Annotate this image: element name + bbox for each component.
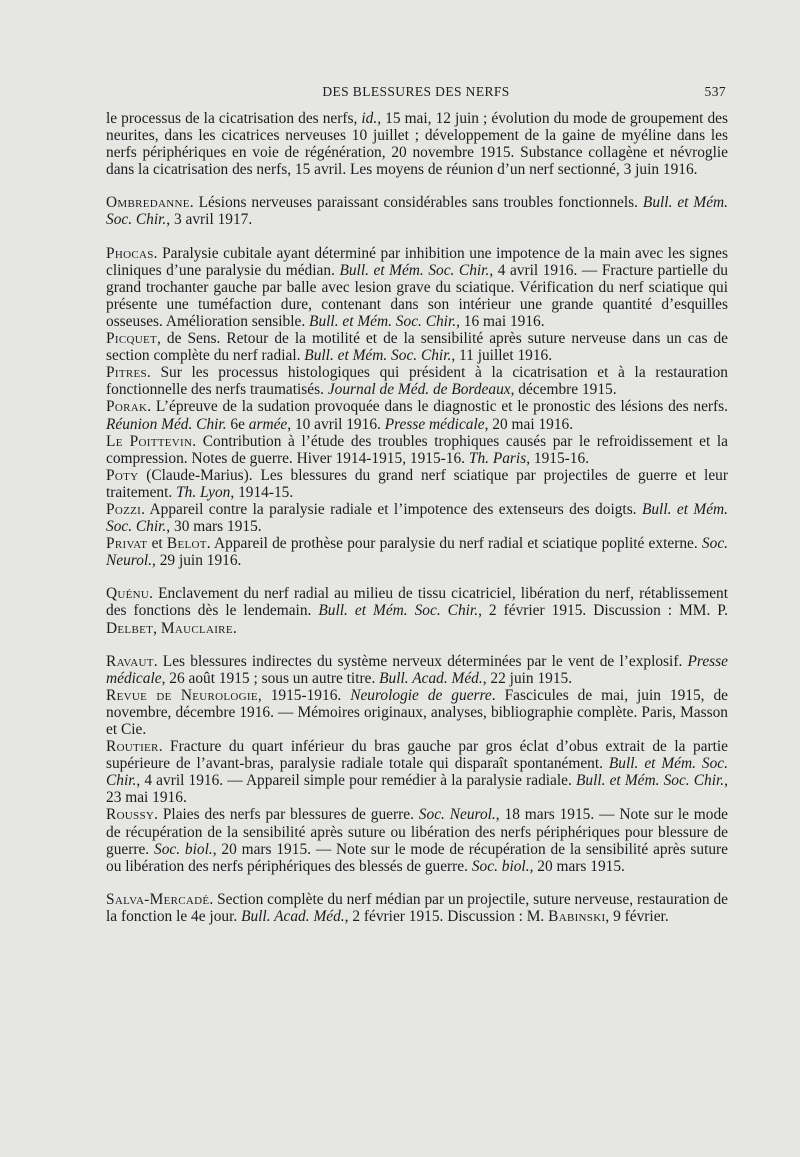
- entry-text: .: [232, 619, 237, 637]
- bibliography-entry: [106, 738, 728, 806]
- entry-text: , 26 août 1915 ; sous un autre titre.: [161, 669, 380, 687]
- entry-citation-italic: Bull. et Mém. Soc. Chir.: [339, 261, 490, 279]
- entry-citation-italic: id.: [361, 110, 378, 127]
- entry-citation-italic: Soc. biol.: [154, 840, 213, 858]
- entry-text: , 30 mars 1915.: [166, 518, 262, 536]
- entry-author: Poty: [106, 466, 139, 484]
- entry-text: . Les blessures indirectes du système nerveux déterminées par le vent de l’explosif.: [153, 652, 688, 670]
- bibliography-entry: [106, 535, 728, 569]
- bibliography-entry: [106, 585, 728, 636]
- bibliography-list: [106, 110, 728, 925]
- entry-author: Porak: [106, 398, 148, 416]
- entry-citation-italic: Bull. et Mém. Soc. Chir.: [318, 602, 479, 620]
- entry-text: , 18 mars 1915. — Note sur le mode de récupération de la sensibilité après suture ou libération des nerfs périphériques pour blessure de guerre.: [106, 806, 728, 858]
- entry-text: , 9 février.: [605, 907, 669, 925]
- bibliography-entry: [106, 501, 728, 535]
- entry-author: Salva-Mercadé: [106, 890, 210, 908]
- entry-text: , 15 mai, 12 juin ; évolution du mode de groupement des neurites, dans les cicatrices nerveuses 10 juillet ; développement de la gaine de myéline dans les nerfs périphériques en voie de régénération, 20 novembre 1915. Substance collagène et névroglie dans la cicatrisation des nerfs, 15 avril. Les moyens de réunion d’un nerf sectionné, 3 juin 1916.: [106, 110, 728, 179]
- bibliography-entry: [106, 194, 728, 228]
- entry-text: . L’épreuve de la sudation provoquée dans le diagnostic et le pronostic des lésions des nerfs.: [147, 398, 728, 416]
- entry-text: et: [147, 535, 167, 553]
- entry-text: , 16 mai 1916.: [456, 312, 545, 330]
- entry-citation-italic: Journal de Méd. de Bordeaux: [327, 381, 511, 399]
- bibliography-entry: [106, 433, 728, 467]
- entry-text: . Fracture du quart inférieur du bras gauche par gros éclat d’obus extrait de la partie supérieure de l’avant-bras, paralysie radiale totale qui disparaît spontanément.: [106, 738, 728, 773]
- entry-text: . Lésions nerveuses paraissant considérables sans troubles fonctionnels.: [189, 194, 643, 212]
- entry-citation-italic: Bull. et Mém. Soc. Chir.: [106, 500, 728, 536]
- entry-text: , 20 mars 1915. — Note sur le mode de récupération de la sensibilité après suture ou libération des nerfs périphériques des blessés de guerre.: [106, 840, 729, 875]
- entry-citation-italic: Bull. Acad. Méd.: [379, 669, 483, 687]
- entry-author: Picquet: [106, 330, 157, 348]
- entry-text: 6e: [226, 415, 249, 433]
- entry-citation-italic: Presse médicale: [384, 415, 485, 433]
- entry-text: , 20 mars 1915.: [529, 857, 625, 875]
- entry-text: . Section complète du nerf médian par un projectile, suture nerveuse, restauration de la fonction le 4e jour.: [106, 890, 728, 925]
- bibliography-entry: [106, 398, 728, 432]
- entry-text: . Paralysie cubitale ayant déterminé par inhibition une impotence de la main avec les signes cliniques d’une paralysie du médian.: [106, 244, 728, 279]
- entry-text: , 22 juin 1915.: [482, 669, 573, 687]
- entry-citation-italic: armée: [248, 415, 288, 433]
- entry-text: , de Sens. Retour de la motilité et de la sensibilité après suture nerveuse dans un cas de section complète du nerf radial.: [106, 330, 728, 365]
- entry-citation-italic: Bull. et Mém. Soc. Chir.: [106, 194, 728, 229]
- entry-text: , 2 février 1915. Discussion : M.: [344, 907, 549, 925]
- page-number: 537: [704, 84, 726, 99]
- entry-author: Routier: [106, 738, 159, 756]
- entry-citation-italic: Th. Lyon: [176, 483, 231, 501]
- running-header: [106, 84, 726, 104]
- entry-text: . Appareil de prothèse pour paralysie du nerf radial et sciatique poplité externe.: [206, 535, 702, 553]
- entry-text: ,: [153, 619, 161, 637]
- entry-text: , 1915-1916.: [257, 686, 351, 704]
- bibliography-entry: [106, 891, 728, 925]
- entry-text: , 11 juillet 1916.: [451, 347, 553, 365]
- entry-citation-italic: Bull. Acad. Méd.: [241, 907, 345, 925]
- entry-text: . Plaies des nerfs par blessures de guerre.: [154, 806, 419, 824]
- bibliography-entry: [106, 110, 728, 178]
- entry-citation-italic: Bull. et Mém. Soc. Chir.: [309, 312, 457, 330]
- entry-citation-italic: Bull. et Mém. Soc. Chir.: [575, 772, 725, 790]
- entry-text: , 1914-15.: [230, 483, 294, 501]
- entry-text: , 20 mai 1916.: [484, 415, 574, 433]
- entry-text: , 23 mai 1916.: [106, 772, 729, 807]
- entry-citation-italic: Bull. et Mém. Soc. Chir.: [106, 755, 728, 790]
- entry-citation-italic: Réunion Méd. Chir.: [106, 415, 227, 433]
- bibliography-entry: [106, 330, 728, 364]
- entry-text: , 29 juin 1916.: [152, 552, 242, 570]
- entry-author: Quénu: [106, 585, 150, 603]
- bibliography-entry: [106, 806, 728, 874]
- entry-author: Pitres: [106, 364, 147, 382]
- entry-citation-italic: Soc. Neurol.: [418, 806, 496, 824]
- entry-text: , décembre 1915.: [510, 381, 617, 399]
- entry-author: Le Poittevin: [106, 432, 193, 450]
- entry-name: Belot: [166, 535, 207, 553]
- bibliography-entry: [106, 653, 728, 687]
- entry-text: . Enclavement du nerf radial au milieu de tissu cicatriciel, libération du nerf, rétablissement des fonctions dès le lendemain.: [106, 585, 728, 620]
- entry-text: . Contribution à l’étude des troubles trophiques causés par le refroidissement et la compression. Notes de guerre. Hiver 1914-1915, 1915-16.: [106, 432, 728, 467]
- entry-text: , 2 février 1915. Discussion : MM. P.: [478, 602, 729, 620]
- entry-text: , 3 avril 1917.: [166, 211, 253, 229]
- entry-citation-italic: Presse médicale: [106, 652, 728, 687]
- entry-name: Delbet: [106, 619, 154, 637]
- entry-name: Mauclaire: [160, 619, 233, 637]
- entry-name: Babinski: [548, 907, 606, 925]
- entry-citation-italic: Bull. et Mém. Soc. Chir.: [304, 347, 452, 365]
- bibliography-entry: [106, 687, 728, 738]
- entry-text: , 4 avril 1916. — Appareil simple pour remédier à la paralysie radiale.: [136, 772, 576, 790]
- entry-author: Phocas: [106, 244, 154, 262]
- entry-text: (Claude-Marius). Les blessures du grand nerf sciatique par projectiles de guerre et leur traitement.: [106, 466, 728, 501]
- entry-author: Ravaut: [106, 652, 154, 670]
- entry-citation-italic: Th. Paris: [468, 449, 527, 467]
- entry-text: , 1915-16.: [526, 449, 590, 467]
- entry-text: , 10 avril 1916.: [287, 415, 385, 433]
- entry-text: le processus de la cicatrisation des nerfs,: [106, 110, 362, 127]
- bibliography-entry: [106, 364, 728, 398]
- entry-text: . Fascicules de mai, juin 1915, de novembre, décembre 1916. — Mémoires originaux, analyses, bibliographie complète. Paris, Masson et Cie.: [106, 686, 728, 738]
- entry-citation-italic: Soc. biol.: [471, 857, 530, 875]
- running-title: DES BLESSURES DES NERFS: [322, 84, 510, 99]
- entry-citation-italic: Soc. Neurol.: [106, 535, 728, 570]
- entry-author: Revue de Neurologie: [106, 686, 258, 704]
- entry-author: Pozzi: [106, 500, 142, 518]
- entry-text: . Sur les processus histologiques qui président à la cicatrisation et à la restauration fonctionnelle des nerfs traumatisés.: [106, 364, 728, 399]
- bibliography-entry: [106, 467, 728, 501]
- entry-text: , 4 avril 1916. — Fracture partielle du grand trochanter gauche par balle avec lesion grave du sciatique. Vérification du nerf sciatique qui présente une tuméfaction dure, contenant dans son intérieur une grande quantité d’esquilles osseuses. Amélioration sensible.: [106, 261, 729, 330]
- entry-text: . Appareil contre la paralysie radiale et l’impotence des extenseurs des doigts.: [141, 500, 642, 518]
- entry-citation-italic: Neurologie de guerre: [350, 686, 492, 704]
- bibliography-entry: [106, 245, 728, 330]
- entry-author: Ombredanne: [106, 194, 190, 212]
- entry-author: Privat: [106, 535, 148, 553]
- entry-author: Roussy: [106, 806, 155, 824]
